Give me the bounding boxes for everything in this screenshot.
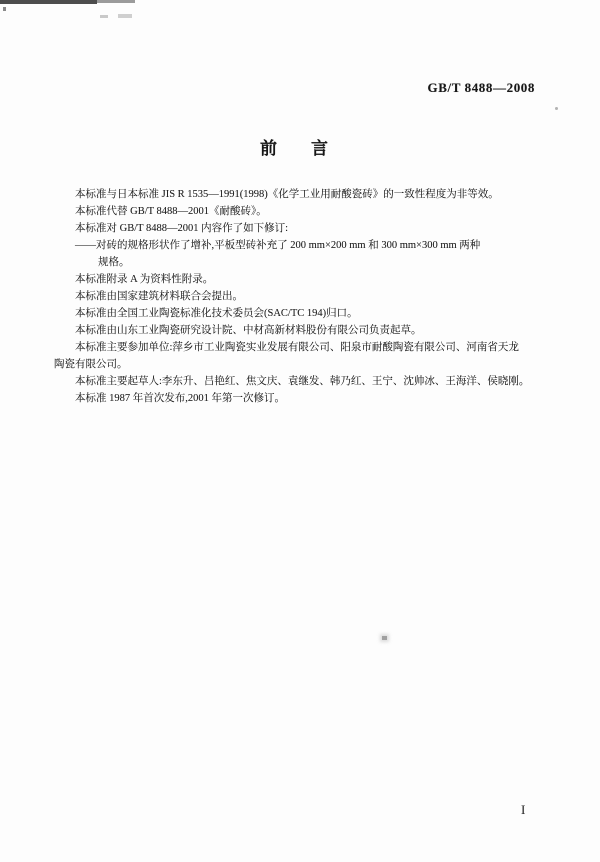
- page-number: I: [521, 802, 526, 817]
- foreword-body: [54, 186, 546, 407]
- scan-artifact-smudge: [100, 15, 108, 18]
- page-title-foreword: 前 言: [260, 139, 328, 158]
- body-line: 本标准主要参加单位:萍乡市工业陶瓷实业发展有限公司、阳泉市耐酸陶瓷有限公司、河南省天龙: [75, 342, 519, 353]
- standard-code: GB/T 8488—2008: [427, 80, 535, 95]
- body-line: 本标准对 GB/T 8488—2001 内容作了如下修订:: [75, 223, 289, 234]
- scan-artifact-top-bar-tail: [97, 0, 135, 3]
- scan-artifact-dot: [555, 107, 558, 110]
- body-line: ——对砖的规格形状作了增补,平板型砖补充了 200 mm×200 mm 和 300 mm×300 mm 两种: [75, 240, 481, 251]
- body-line: 本标准由全国工业陶瓷标准化技术委员会(SAC/TC 194)归口。: [75, 308, 358, 319]
- body-line: 本标准与日本标准 JIS R 1535—1991(1998)《化学工业用耐酸瓷砖》的一致性程度为非等效。: [75, 189, 499, 200]
- body-line: 本标准由山东工业陶瓷研究设计院、中材高新材料股份有限公司负责起草。: [75, 325, 422, 336]
- body-line: 陶瓷有限公司。: [54, 359, 128, 370]
- scan-artifact-speck: [3, 7, 6, 11]
- scan-artifact-smudge: [118, 14, 132, 18]
- body-line: 本标准附录 A 为资料性附录。: [75, 274, 214, 285]
- body-line: 规格。: [98, 257, 130, 268]
- body-line: 本标准 1987 年首次发布,2001 年第一次修订。: [75, 393, 285, 404]
- body-line: 本标准主要起草人:李东升、吕艳红、焦文庆、袁继发、韩乃红、王宁、沈帅冰、王海洋、侯晓刚。: [75, 376, 530, 387]
- scan-artifact-speck: [382, 636, 387, 640]
- body-line: 本标准代替 GB/T 8488—2001《耐酸砖》。: [75, 206, 267, 217]
- body-line: 本标准由国家建筑材料联合会提出。: [75, 291, 243, 302]
- scan-artifact-top-bar: [0, 0, 97, 4]
